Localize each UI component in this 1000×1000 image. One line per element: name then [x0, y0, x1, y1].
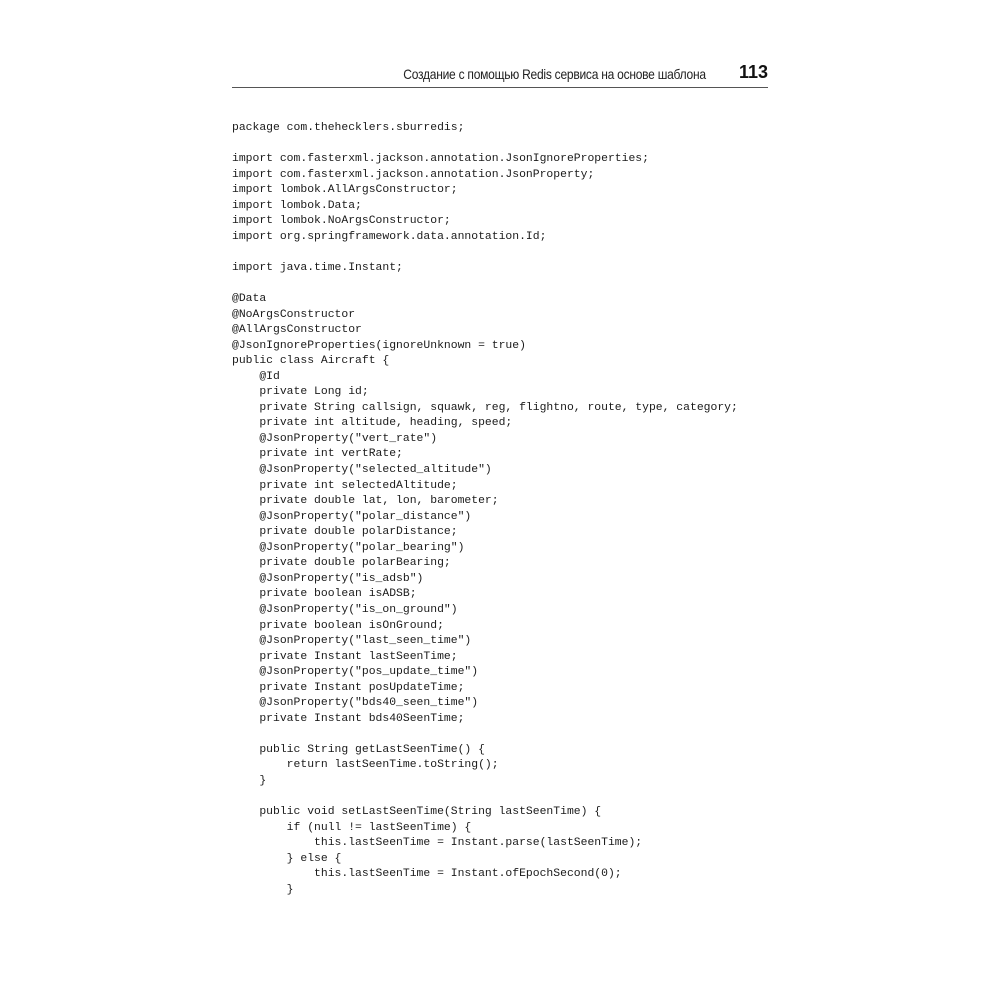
code-line: @JsonProperty("last_seen_time") — [232, 635, 472, 648]
code-line: @JsonProperty("is_on_ground") — [232, 603, 458, 616]
code-line: import com.fasterxml.jackson.annotation.JsonProperty; — [232, 168, 595, 181]
code-line — [232, 790, 738, 806]
header-rule — [232, 87, 768, 88]
code-line: package com.thehecklers.sburredis; — [232, 122, 465, 134]
code-line: public String getLastSeenTime() { — [232, 743, 485, 756]
code-line: private int vertRate; — [232, 448, 403, 461]
code-line: private double polarDistance; — [232, 526, 458, 539]
code-line: private Instant bds40SeenTime; — [232, 712, 465, 725]
code-line: import com.fasterxml.jackson.annotation.JsonIgnoreProperties; — [232, 153, 649, 166]
code-line: import lombok.AllArgsConstructor; — [232, 184, 458, 197]
code-line: @JsonProperty("selected_altitude") — [232, 464, 492, 477]
chapter-title: Создание с помощью Redis сервиса на основе шаблона — [403, 66, 706, 82]
code-line: @AllArgsConstructor — [232, 324, 362, 337]
code-line: @JsonProperty("polar_bearing") — [232, 541, 465, 554]
code-line: @Data — [232, 293, 267, 306]
code-line: @JsonProperty("pos_update_time") — [232, 666, 479, 679]
code-line: private double lat, lon, barometer; — [232, 495, 499, 508]
code-line: private double polarBearing; — [232, 557, 451, 570]
code-line: } — [232, 883, 294, 896]
code-line: @Id — [232, 370, 280, 383]
code-line: private Long id; — [232, 386, 369, 399]
code-line: } else { — [232, 852, 342, 865]
code-line: @JsonProperty("polar_distance") — [232, 510, 472, 523]
code-line: import org.springframework.data.annotation.Id; — [232, 230, 547, 243]
code-line: import java.time.Instant; — [232, 261, 403, 274]
page-number: 113 — [738, 62, 768, 82]
code-line: private Instant posUpdateTime; — [232, 681, 465, 694]
code-line: private int selectedAltitude; — [232, 479, 458, 492]
code-line: this.lastSeenTime = Instant.parse(lastSeenTime); — [232, 837, 643, 850]
code-line: import lombok.NoArgsConstructor; — [232, 215, 451, 228]
code-line: return lastSeenTime.toString(); — [232, 759, 499, 772]
code-line — [232, 727, 738, 743]
code-line: @JsonIgnoreProperties(ignoreUnknown = true) — [232, 339, 526, 352]
code-line: } — [232, 774, 267, 787]
code-line: private Instant lastSeenTime; — [232, 650, 458, 663]
code-line: @JsonProperty("is_adsb") — [232, 572, 424, 585]
code-line: this.lastSeenTime = Instant.ofEpochSecond(0); — [232, 868, 622, 881]
code-line: private int altitude, heading, speed; — [232, 417, 513, 430]
code-line: import lombok.Data; — [232, 199, 362, 212]
code-line: private String callsign, squawk, reg, flightno, route, type, category; — [232, 401, 738, 414]
code-line: @JsonProperty("vert_rate") — [232, 432, 438, 445]
running-head — [232, 60, 768, 88]
code-line — [232, 137, 738, 153]
code-listing — [232, 121, 738, 898]
code-line: if (null != lastSeenTime) { — [232, 821, 472, 834]
code-line: @NoArgsConstructor — [232, 308, 356, 321]
code-line: public void setLastSeenTime(String lastSeenTime) { — [232, 806, 602, 819]
code-line — [232, 276, 738, 292]
code-line: private boolean isOnGround; — [232, 619, 444, 632]
code-line: public class Aircraft { — [232, 355, 390, 368]
code-line: private boolean isADSB; — [232, 588, 417, 601]
code-line — [232, 245, 738, 261]
code-line: @JsonProperty("bds40_seen_time") — [232, 697, 479, 710]
